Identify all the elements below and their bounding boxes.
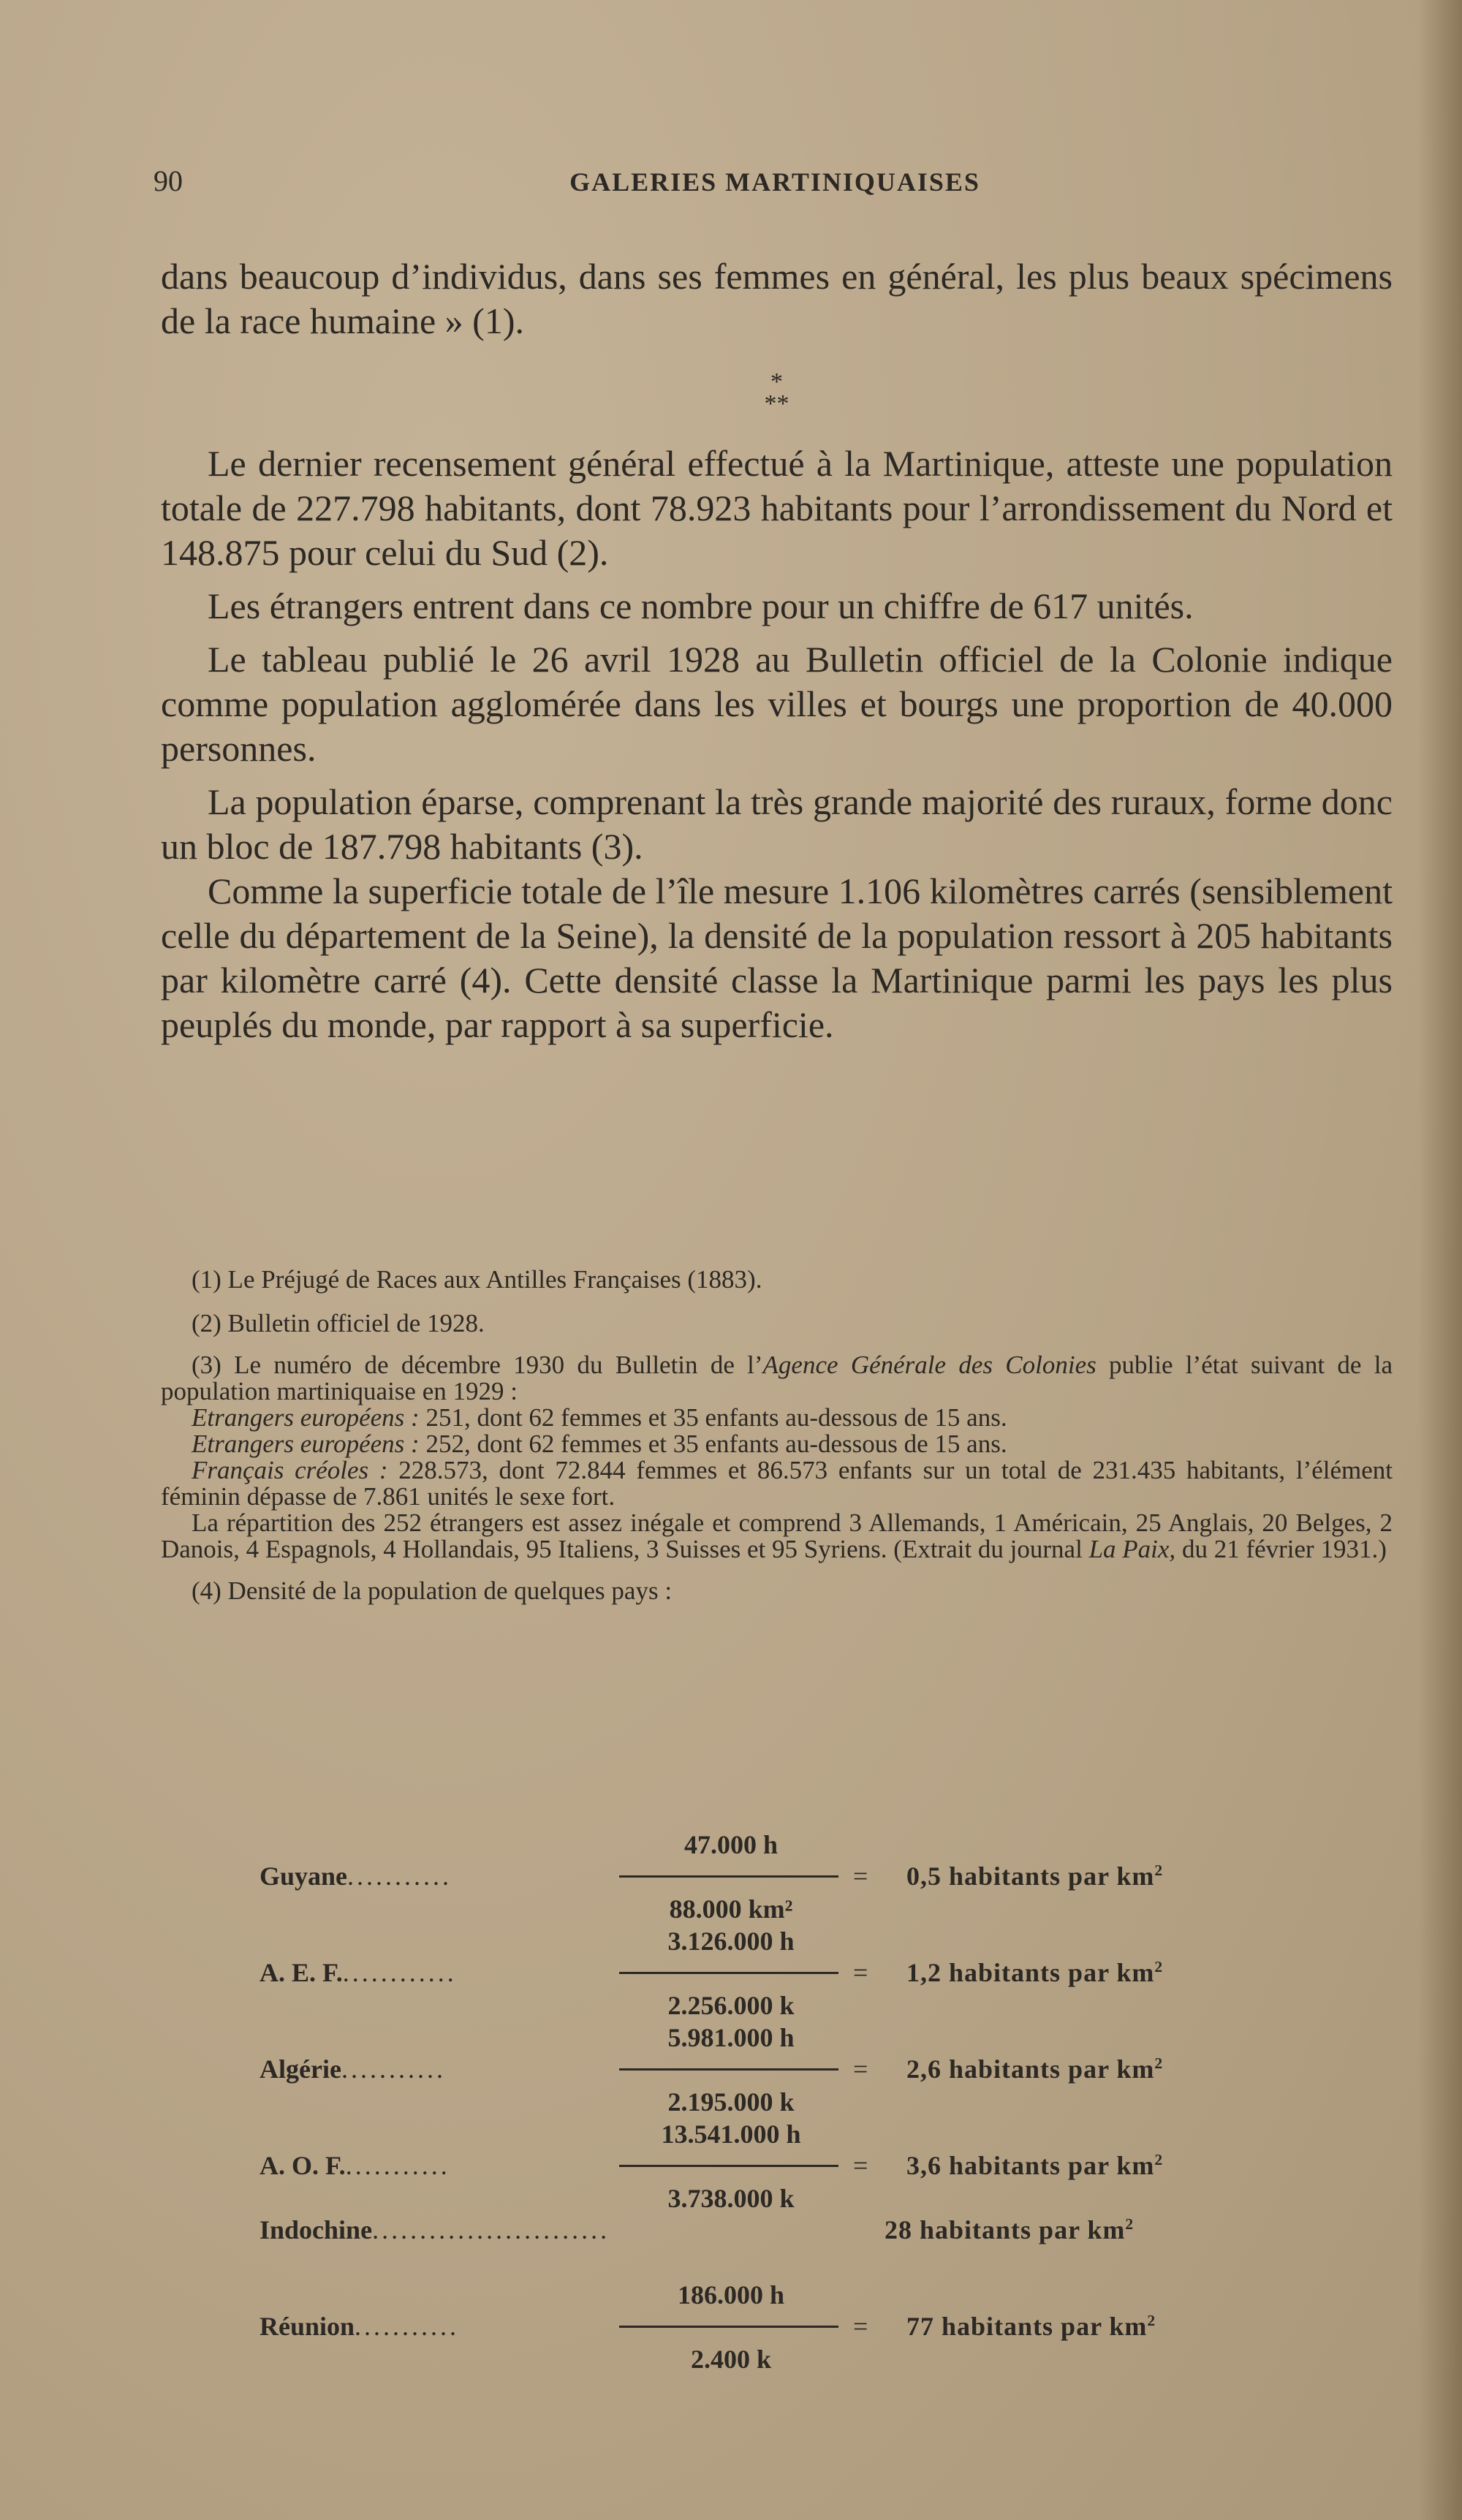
fraction-bar xyxy=(619,2165,838,2167)
fraction-bar xyxy=(619,1972,838,1974)
density-unit: habitants par km xyxy=(920,2215,1126,2244)
density-country xyxy=(260,2054,446,2084)
footnotes xyxy=(161,1264,1393,1620)
paragraph-foreigners: Les étrangers entrent dans ce nombre pour un chiffre de 617 unités. xyxy=(208,585,1194,626)
footnote-3-intro-text-b: publie l’état suivant de la population martiniquaise en 1929 : xyxy=(161,1351,1393,1405)
paragraph-continuation: dans beaucoup d’individus, dans ses femmes en général, les plus beaux spécimens de la race humaine » (1). xyxy=(161,256,1393,341)
footnote-3-line-3-label: Français créoles : xyxy=(192,1456,388,1484)
density-unit: habitants par km xyxy=(949,1861,1155,1891)
page-header xyxy=(154,164,1396,208)
density-value: 0,5 xyxy=(906,1861,942,1891)
running-title: GALERIES MARTINIQUAISES xyxy=(569,167,980,197)
density-unit-exponent: 2 xyxy=(1154,1861,1164,1879)
density-fraction xyxy=(610,2118,852,2215)
fraction-bar xyxy=(619,2326,838,2328)
density-row xyxy=(260,2215,1290,2279)
density-result xyxy=(906,2311,1156,2342)
density-unit: habitants par km xyxy=(949,2054,1155,2084)
footnote-3-line-4-italic: La Paix, xyxy=(1088,1535,1176,1563)
density-leader-dots: ........... xyxy=(347,1861,452,1891)
equals-sign: = xyxy=(853,1861,868,1891)
density-unit-exponent: 2 xyxy=(1147,2312,1156,2329)
density-fraction xyxy=(610,1925,852,2022)
paragraph-table: Le tableau publié le 26 avril 1928 au Bulletin officiel de la Colonie indique comme population agglomérée dans les villes et bourgs une proportion de 40.000 personnes. xyxy=(161,639,1393,769)
density-value: 28 xyxy=(885,2215,912,2244)
footnote-1: (1) Le Préjugé de Races aux Antilles Françaises (1883). xyxy=(192,1265,762,1294)
density-country xyxy=(260,2150,450,2181)
footnote-3-intro xyxy=(161,1352,1393,1405)
density-country-name: A. E. F. xyxy=(260,1958,343,1987)
density-result xyxy=(906,2054,1163,2084)
footnote-3-line-3-text: 228.573, dont 72.844 femmes et 86.573 enfants sur un total de 231.435 habitants, l’élément féminin dépasse de 7.861 unités le sexe fort. xyxy=(161,1456,1393,1511)
footnote-4: (4) Densité de la population de quelques pays : xyxy=(192,1576,673,1605)
density-fraction xyxy=(610,1829,852,1925)
density-numerator: 5.981.000 h xyxy=(667,2023,795,2052)
equals-sign: = xyxy=(853,2151,868,2180)
footnote-3-line-3 xyxy=(161,1457,1393,1510)
density-leader-dots: ........... xyxy=(355,2312,460,2341)
density-leader-dots: ......................... xyxy=(372,2215,610,2244)
footnote-3-line-2 xyxy=(161,1431,1393,1457)
density-result xyxy=(906,1957,1163,1988)
density-row xyxy=(260,1925,1290,2022)
density-table xyxy=(260,1829,1290,2375)
density-numerator: 186.000 h xyxy=(677,2280,785,2310)
density-country-name: A. O. F. xyxy=(260,2151,346,2180)
density-leader-dots: ........... xyxy=(341,2054,446,2084)
density-country-name: Guyane xyxy=(260,1861,348,1891)
paragraph-rural: La population éparse, comprenant la très grande majorité des ruraux, forme donc un bloc de 187.798 habitants (3). xyxy=(161,781,1393,867)
equals-sign: = xyxy=(853,2054,868,2084)
density-numerator: 47.000 h xyxy=(683,1830,779,1859)
footnote-3-line-4-text-a: La répartition des 252 étrangers est assez inégale et comprend 3 Allemands, 1 Américain, 25 Anglais, 20 Belges, 2 Danois, 4 Espagnols, 4 Hollandais, 95 Italiens, 3 Suisses et 95 Syriens. (Extrait du journal xyxy=(161,1508,1393,1563)
density-unit-exponent: 2 xyxy=(1154,1958,1164,1976)
footnote-3-line-2-text: 252, dont 62 femmes et 35 enfants au-dessous de 15 ans. xyxy=(419,1430,1007,1458)
paragraph-density: Comme la superficie totale de l’île mesure 1.106 kilomètres carrés (sensiblement celle du département de la Seine), la densité de la population ressort à 205 habitants par kilomètre carré (4). Cette densité classe la Martinique parmi les pays les plus peuplés du monde, par rapport à sa superficie. xyxy=(161,870,1393,1045)
footnote-3-line-4-text-b: du 21 février 1931.) xyxy=(1175,1535,1387,1563)
density-unit: habitants par km xyxy=(942,2312,1148,2341)
density-leader-dots: ............ xyxy=(342,1958,457,1987)
page-number: 90 xyxy=(154,164,183,197)
equals-sign: = xyxy=(853,2312,868,2341)
asterism-separator xyxy=(161,368,1393,417)
footnote-3-line-2-label: Etrangers européens : xyxy=(192,1430,420,1458)
footnote-2: (2) Bulletin officiel de 1928. xyxy=(192,1309,485,1337)
density-denominator: 2.400 k xyxy=(690,2345,772,2374)
footnote-3-intro-text-a: (3) Le numéro de décembre 1930 du Bulletin de l’ xyxy=(192,1351,763,1379)
density-unit-exponent: 2 xyxy=(1154,2151,1164,2168)
density-numerator: 13.541.000 h xyxy=(661,2119,801,2149)
density-row xyxy=(260,2022,1290,2118)
density-denominator: 88.000 km² xyxy=(669,1894,793,1924)
density-value: 3,6 xyxy=(906,2151,942,2180)
footnote-3-line-1-label: Etrangers européens : xyxy=(192,1403,420,1432)
density-country xyxy=(260,1957,457,1988)
equals-sign: = xyxy=(853,1958,868,1987)
asterism-bottom: ** xyxy=(764,390,789,417)
footnote-3-line-4 xyxy=(161,1510,1393,1563)
fraction-bar xyxy=(619,2068,838,2071)
density-unit: habitants par km xyxy=(949,2151,1155,2180)
density-row xyxy=(260,1829,1290,1925)
density-result xyxy=(906,1861,1163,1891)
body-text xyxy=(161,254,1393,1047)
density-denominator: 2.195.000 k xyxy=(667,2087,795,2117)
density-country xyxy=(260,1861,452,1891)
footnote-3-line-1 xyxy=(161,1405,1393,1431)
density-unit: habitants par km xyxy=(949,1958,1155,1987)
density-country-name: Indochine xyxy=(260,2215,373,2244)
density-row xyxy=(260,2279,1290,2375)
asterism-top: * xyxy=(770,368,783,395)
density-value: 1,2 xyxy=(906,1958,942,1987)
density-result xyxy=(906,2150,1163,2181)
density-numerator: 3.126.000 h xyxy=(667,1927,795,1956)
density-country-name: Réunion xyxy=(260,2312,355,2341)
density-denominator: 3.738.000 k xyxy=(667,2184,795,2213)
density-unit-exponent: 2 xyxy=(1125,2215,1135,2233)
density-leader-dots: ........... xyxy=(345,2151,450,2180)
density-fraction xyxy=(610,2022,852,2118)
density-denominator: 2.256.000 k xyxy=(667,1991,795,2020)
density-value: 2,6 xyxy=(906,2054,942,2084)
density-value: 77 xyxy=(906,2312,934,2341)
density-row xyxy=(260,2118,1290,2215)
density-fraction xyxy=(610,2279,852,2375)
density-result xyxy=(885,2215,1134,2245)
footnote-3-line-1-text: 251, dont 62 femmes et 35 enfants au-dessous de 15 ans. xyxy=(419,1403,1007,1432)
fraction-bar xyxy=(619,1875,838,1878)
density-country-name: Algérie xyxy=(260,2054,341,2084)
paragraph-census: Le dernier recensement général effectué à la Martinique, atteste une population totale de 227.798 habitants, dont 78.923 habitants pour l’arrondissement du Nord et 148.875 pour celui du Sud (2). xyxy=(161,443,1393,573)
density-country xyxy=(260,2311,459,2342)
density-unit-exponent: 2 xyxy=(1154,2054,1164,2072)
density-country xyxy=(260,2215,610,2245)
footnote-3-intro-italic: Agence Générale des Colonies xyxy=(762,1351,1096,1379)
